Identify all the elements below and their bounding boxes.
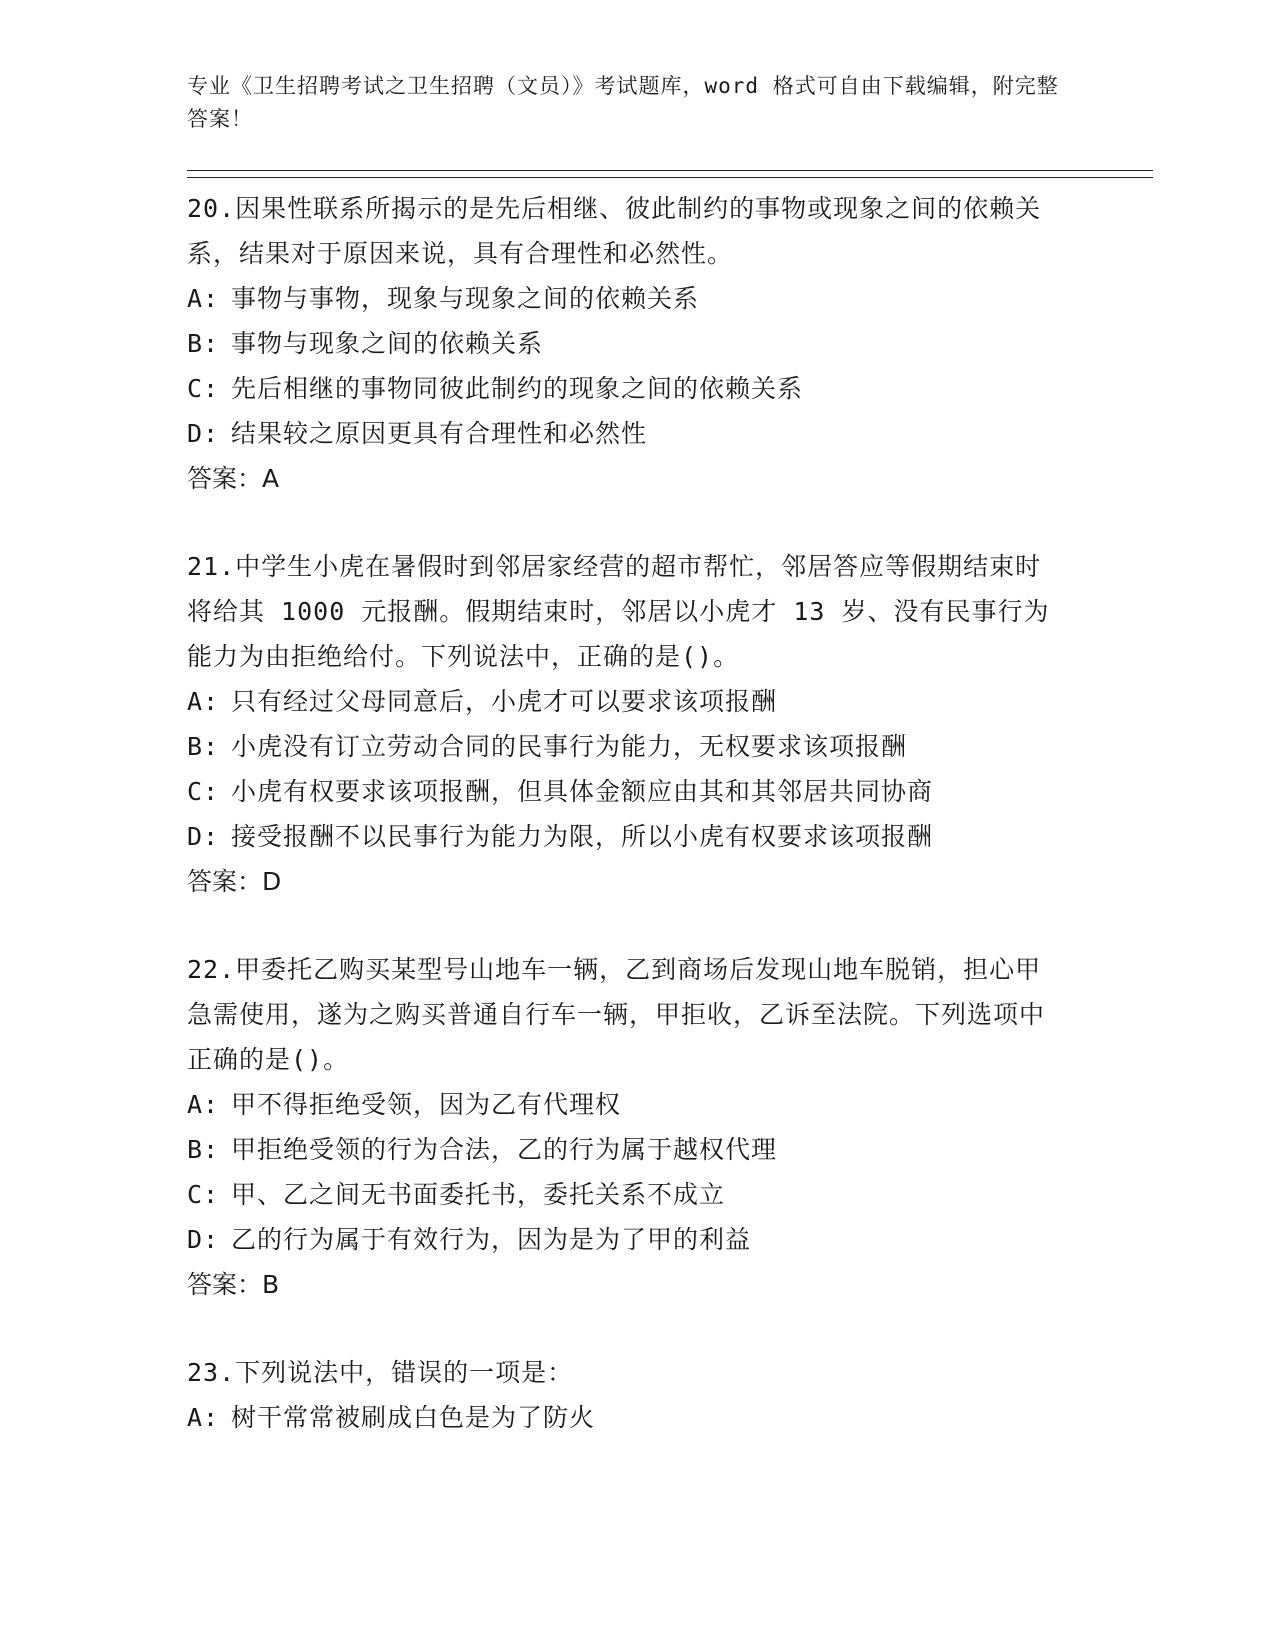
document-header: 专业《卫生招聘考试之卫生招聘（文员）》考试题库，word 格式可自由下载编辑，附完整答案！	[187, 74, 1059, 131]
document-page	[187, 70, 1187, 1440]
question-stem: 23.下列说法中，错误的一项是：	[187, 1358, 574, 1387]
option-b: B: 小虎没有订立劳动合同的民事行为能力，无权要求该项报酬	[187, 732, 908, 761]
question-23	[187, 1350, 1187, 1440]
option-d: D: 结果较之原因更具有合理性和必然性	[187, 419, 648, 448]
option-c: C: 甲、乙之间无书面委托书，委托关系不成立	[187, 1180, 726, 1209]
answer-line: 答案：A	[187, 464, 280, 493]
option-a: A: 树干常常被刷成白色是为了防火	[187, 1403, 596, 1432]
header-divider	[187, 170, 1153, 178]
option-a: A: 只有经过父母同意后，小虎才可以要求该项报酬	[187, 687, 778, 716]
question-stem: 22.甲委托乙购买某型号山地车一辆，乙到商场后发现山地车脱销，担心甲急需使用，遂为之购买普通自行车一辆，甲拒收，乙诉至法院。下列选项中正确的是()。	[187, 955, 1046, 1074]
option-a: A: 事物与事物，现象与现象之间的依赖关系	[187, 284, 700, 313]
question-stem: 20.因果性联系所揭示的是先后相继、彼此制约的事物或现象之间的依赖关系，结果对于原因来说，具有合理性和必然性。	[187, 194, 1042, 268]
option-c: C: 小虎有权要求该项报酬，但具体金额应由其和其邻居共同协商	[187, 777, 934, 806]
option-d: D: 接受报酬不以民事行为能力为限，所以小虎有权要求该项报酬	[187, 822, 934, 851]
question-20	[187, 186, 1187, 501]
question-22	[187, 947, 1187, 1307]
question-stem: 21.中学生小虎在暑假时到邻居家经营的超市帮忙，邻居答应等假期结束时将给其 1000 元报酬。假期结束时，邻居以小虎才 13 岁、没有民事行为能力为由拒绝给付。下列说法中，正确的是()。	[187, 552, 1050, 671]
option-b: B: 甲拒绝受领的行为合法，乙的行为属于越权代理	[187, 1135, 778, 1164]
question-21	[187, 544, 1187, 904]
option-d: D: 乙的行为属于有效行为，因为是为了甲的利益	[187, 1225, 752, 1254]
option-c: C: 先后相继的事物同彼此制约的现象之间的依赖关系	[187, 374, 804, 403]
option-a: A: 甲不得拒绝受领，因为乙有代理权	[187, 1090, 622, 1119]
answer-line: 答案：B	[187, 1270, 280, 1299]
option-b: B: 事物与现象之间的依赖关系	[187, 329, 544, 358]
answer-line: 答案：D	[187, 867, 282, 896]
